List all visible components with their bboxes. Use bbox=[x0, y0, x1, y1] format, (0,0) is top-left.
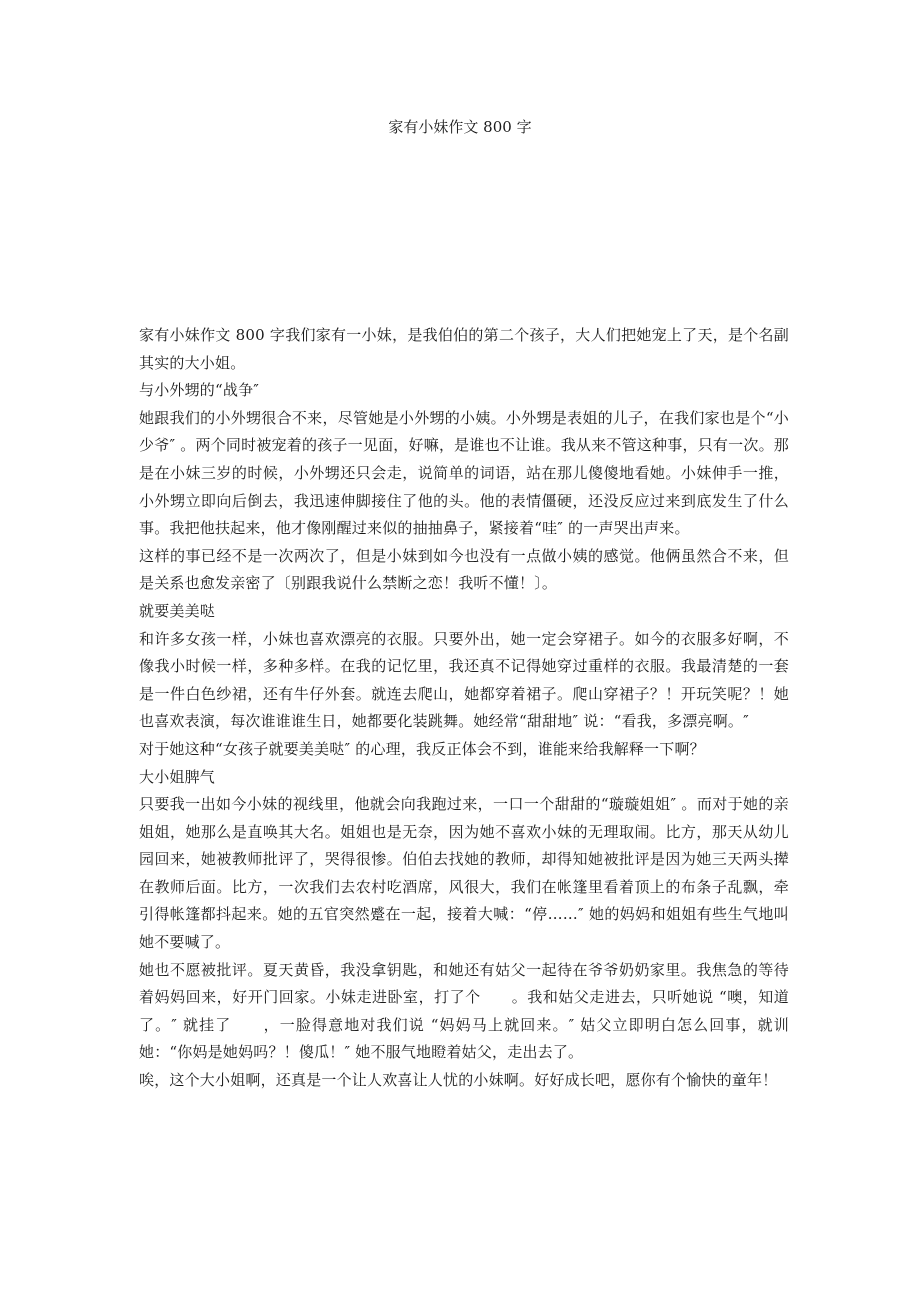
document-title: 家有小妹作文 800 字 bbox=[388, 118, 532, 136]
body-paragraph: 她也不愿被批评。夏天黄昏，我没拿钥匙，和她还有姑父一起待在爷爷奶奶家里。我焦急的等待着妈妈回来，好开门回家。小妹走进卧室，打了个 。我和姑父走进去，只听她说 “噢，知道了。″ 就挂了 ，一脸得意地对我们说 “妈妈马上就回来。″ 姑父立即明白怎么回事，就训她：“你妈是她妈吗？！傻瓜！″ 她不服气地瞪着姑父，走出去了。 bbox=[139, 960, 789, 1062]
section-heading: 就要美美哒 bbox=[139, 601, 216, 620]
body-paragraph: 只要我一出如今小妹的视线里，他就会向我跑过来，一口一个甜甜的“璇璇姐姐″ 。而对于她的亲姐姐，她那么是直唤其大名。姐姐也是无奈，因为她不喜欢小妹的无理取闹。比方，那天从幼儿园回来，她被教师批评了，哭得很惨。伯伯去找她的教师，却得知她被批评是因为她三天两头撵在教师后面。比方，一次我们去农村吃酒席，风很大，我们在帐篷里看着顶上的布条子乱飘，牵引得帐篷都抖起来。她的五官突然蹙在一起，接着大喊：“停……″ 她的妈妈和姐姐有些生气地叫她不要喊了。 bbox=[139, 795, 789, 952]
closing-paragraph: 唉，这个大小姐啊，还真是一个让人欢喜让人忧的小妹啊。好好成长吧，愿你有个愉快的童年！ bbox=[139, 1071, 778, 1090]
body-paragraph: 她跟我们的小外甥很合不来，尽管她是小外甥的小姨。小外甥是表姐的儿子，在我们家也是个“小少爷″ 。两个同时被宠着的孩子一见面，好嘛，是谁也不让谁。我从来不管这种事，只有一次。那是在小妹三岁的时候，小外甥还只会走，说简单的词语，站在那儿傻傻地看她。小妹伸手一推，小外甥立即向后倒去，我迅速伸脚接住了他的头。他的表情僵硬，还没反应过来到底发生了什么事。我把他扶起来，他才像刚醒过来似的抽抽鼻子，紧接着“哇″ 的一声哭出声来。 bbox=[139, 408, 789, 538]
body-paragraph: 对于她这种“女孩子就要美美哒″ 的心理，我反正体会不到，谁能来给我解释一下啊？ bbox=[139, 739, 705, 758]
document-body bbox=[139, 322, 789, 1095]
section-heading: 与小外甥的“战争″ bbox=[139, 381, 260, 400]
body-paragraph: 这样的事已经不是一次两次了，但是小妹到如今也没有一点做小姨的感觉。他俩虽然合不来，但是关系也愈发亲密了〔别跟我说什么禁断之恋！我听不懂！〕。 bbox=[139, 546, 789, 593]
body-paragraph: 和许多女孩一样，小妹也喜欢漂亮的衣服。只要外出，她一定会穿裙子。如今的衣服多好啊，不像我小时候一样，多种多样。在我的记忆里，我还真不记得她穿过重样的衣服。我最清楚的一套是一件白色纱裙，还有牛仔外套。就连去爬山，她都穿着裙子。爬山穿裙子？！开玩笑呢？！她也喜欢表演，每次谁谁谁生日，她都要化装跳舞。她经常“甜甜地″ 说：“看我，多漂亮啊。″ bbox=[139, 629, 789, 731]
intro-paragraph: 家有小妹作文 800 字我们家有一小妹，是我伯伯的第二个孩子，大人们把她宠上了天，是个名副其实的大小姐。 bbox=[139, 326, 789, 372]
section-heading: 大小姐脾气 bbox=[139, 767, 216, 786]
